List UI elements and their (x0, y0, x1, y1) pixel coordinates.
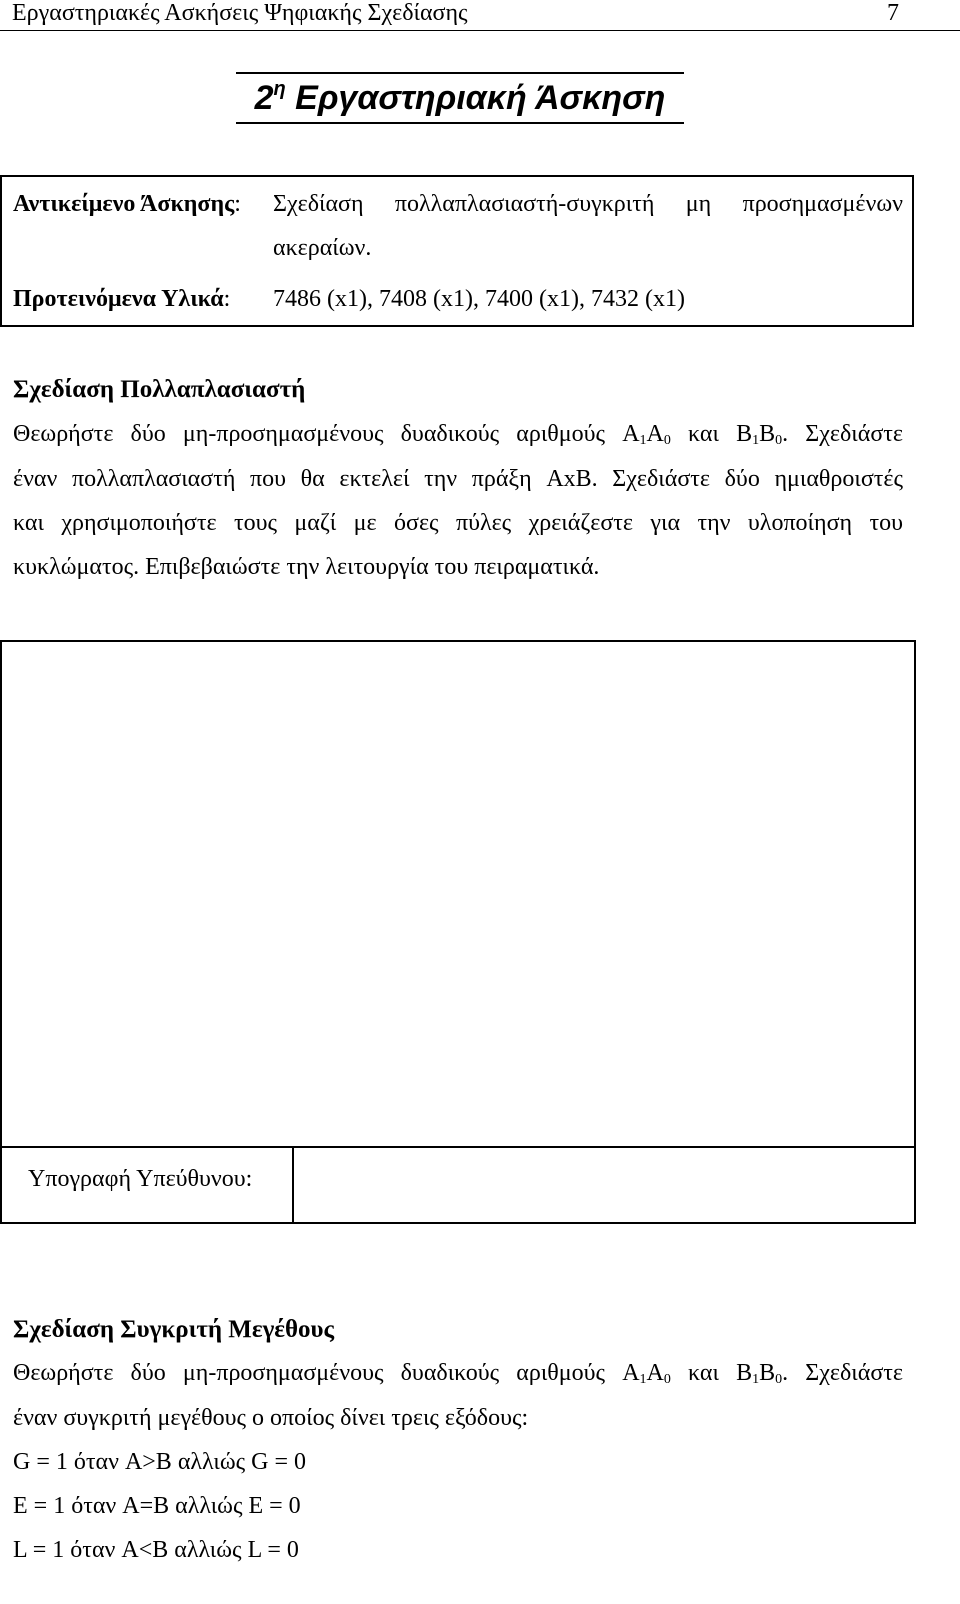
multiplier-paragraph-line1 (13, 412, 903, 456)
subscript: 0 (775, 1372, 783, 1387)
text-fragment: B (759, 1360, 776, 1386)
comparator-paragraph-line1 (13, 1351, 903, 1395)
exercise-title (236, 72, 684, 124)
text-fragment: Θεωρήστε δύο μη-προσημασμένους δυαδικούς αριθμούς A (13, 421, 640, 447)
materials-text: 7486 (x1), 7408 (x1), 7400 (x1), 7432 (x1) (273, 286, 685, 312)
text-fragment: A (646, 421, 664, 447)
text-fragment: Θεωρήστε δύο μη-προσημασμένους δυαδικούς αριθμούς A (13, 1360, 640, 1386)
objective-text-line2: ακεραίων. (273, 235, 372, 261)
page-number: 7 (887, 0, 899, 26)
objective-colon: : (234, 191, 241, 217)
subscript: 1 (639, 1372, 647, 1387)
objective-row (13, 190, 241, 221)
multiplier-paragraph-line3: και χρησιμοποιήστε τους μαζί με όσες πύλες χρειάζεστε για την υλοποίηση του (13, 510, 903, 536)
subscript: 1 (752, 433, 760, 448)
text-fragment: και B (670, 421, 753, 447)
multiplier-paragraph-line4: κυκλώματος. Επιβεβαιώστε την λειτουργία του πειραματικά. (13, 554, 600, 580)
exercise-title-text: Εργαστηριακή Άσκηση (285, 79, 666, 117)
exercise-number: 2 (254, 79, 274, 117)
materials-label: Προτεινόμενα Υλικά (13, 286, 224, 312)
text-fragment: A (646, 1360, 664, 1386)
subscript: 0 (663, 1372, 671, 1387)
circuit-design-area (0, 640, 916, 1224)
objective-label: Αντικείμενο Άσκησης (13, 191, 235, 217)
objective-text-line1: Σχεδίαση πολλαπλασιαστή-συγκριτή μη προσημασμένων (273, 191, 903, 217)
output-e-definition: E = 1 όταν A=B αλλιώς E = 0 (13, 1493, 301, 1519)
exercise-number-superscript: η (273, 78, 286, 100)
subscript: 0 (775, 433, 783, 448)
signature-label: Υπογραφή Υπεύθυνου: (28, 1166, 253, 1192)
comparator-heading: Σχεδίαση Συγκριτή Μεγέθους (13, 1316, 335, 1343)
header-title: Εργαστηριακές Ασκήσεις Ψηφιακής Σχεδίασης (12, 0, 468, 26)
materials-colon: : (223, 286, 231, 312)
output-g-definition: G = 1 όταν A>B αλλιώς G = 0 (13, 1449, 306, 1475)
subscript: 1 (639, 433, 647, 448)
output-l-definition: L = 1 όταν A<B αλλιώς L = 0 (13, 1537, 299, 1563)
subscript: 0 (663, 433, 671, 448)
text-fragment: B (759, 421, 776, 447)
signature-divider (292, 1146, 294, 1224)
text-fragment: . Σχεδιάστε (782, 1360, 904, 1386)
text-fragment: . Σχεδιάστε (782, 421, 904, 447)
text-fragment: και B (670, 1360, 753, 1386)
comparator-paragraph-line2: έναν συγκριτή μεγέθους ο οποίος δίνει τρεις εξόδους: (13, 1405, 529, 1431)
multiplier-heading: Σχεδίαση Πολλαπλασιαστή (13, 376, 306, 403)
subscript: 1 (752, 1372, 760, 1387)
multiplier-paragraph-line2: έναν πολλαπλασιαστή που θα εκτελεί την πράξη AxB. Σχεδιάστε δύο ημιαθροιστές (13, 466, 903, 492)
materials-row (13, 285, 230, 316)
